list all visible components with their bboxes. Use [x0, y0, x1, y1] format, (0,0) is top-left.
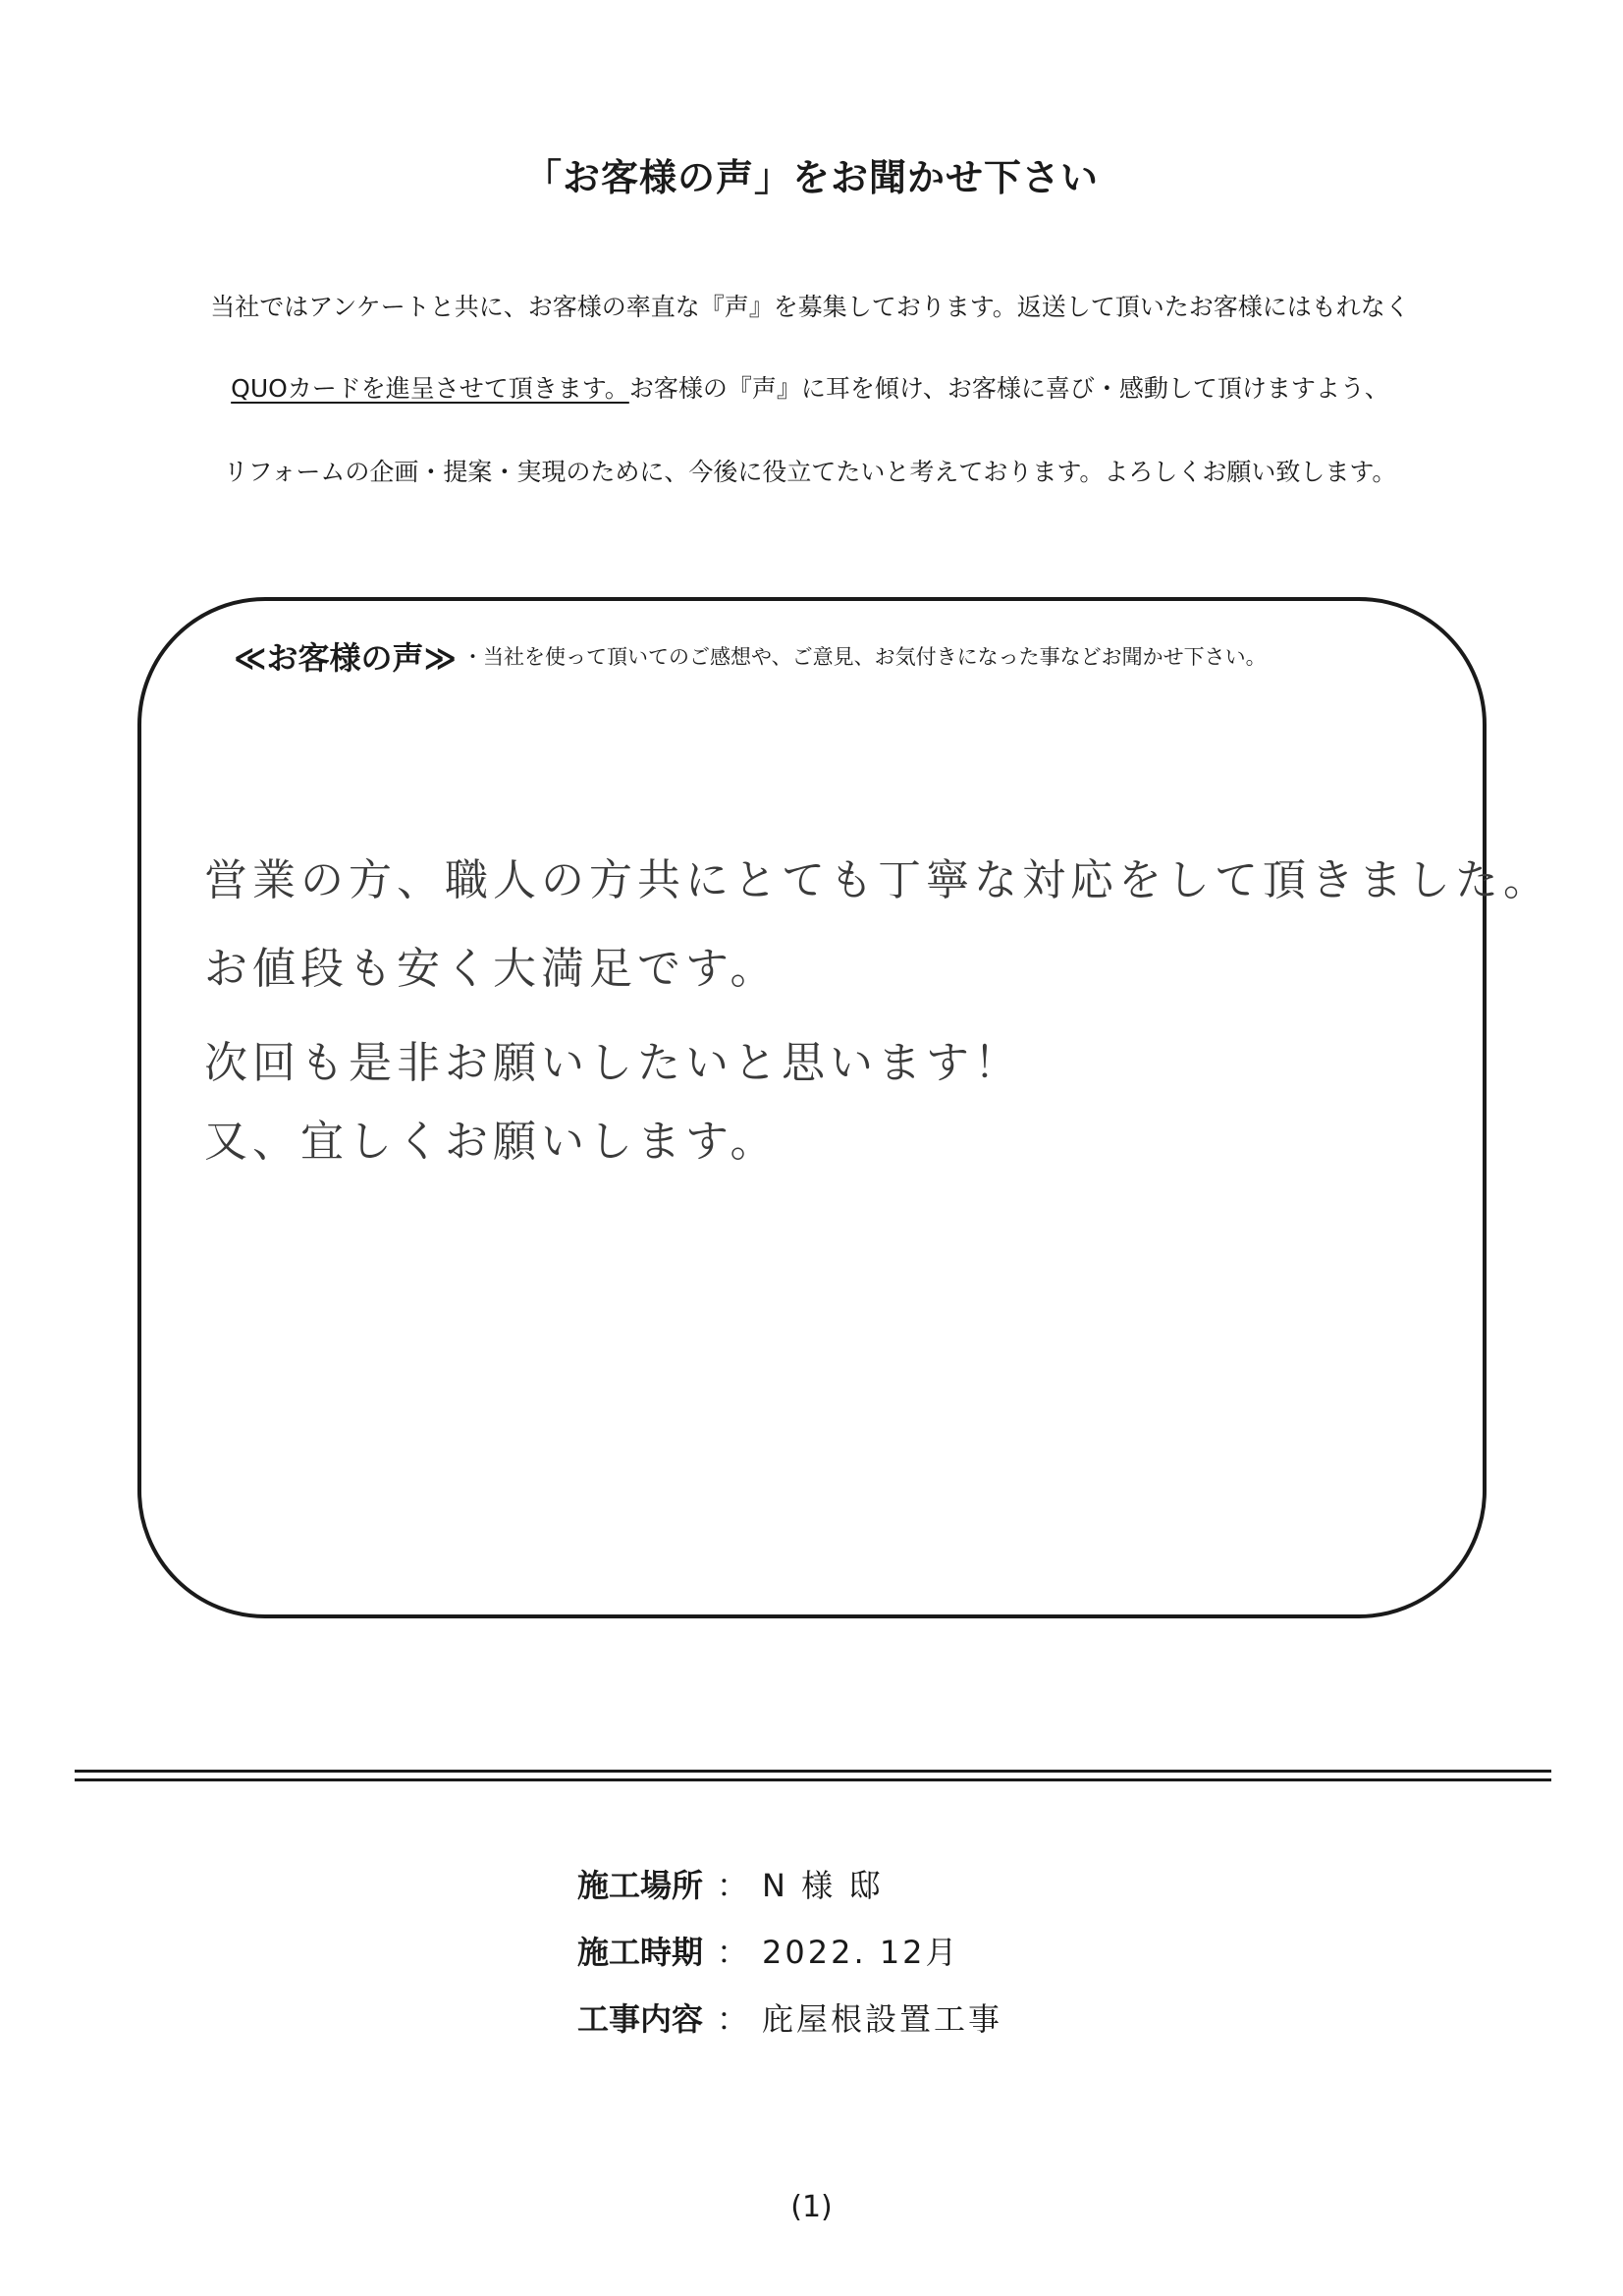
intro-line-2-rest: お客様の『声』に耳を傾け、お客様に喜び・感動して頂けますよう、: [628, 374, 1389, 403]
detail-label: 工事内容: [577, 2000, 704, 2038]
page-number: (1): [790, 2190, 833, 2224]
voice-box-header: [234, 633, 1267, 679]
detail-work-content: [577, 1999, 1002, 2039]
detail-value: 庇屋根設置工事: [762, 2000, 1003, 2038]
divider-line-top: [75, 1770, 1551, 1773]
intro-line-2: [118, 374, 1502, 404]
handwritten-line-4: 又、宜しくお願いします。: [204, 1117, 779, 1167]
handwritten-line-1: 営業の方、職人の方共にとても丁寧な対応をして頂きました。: [204, 855, 1551, 905]
intro-line-1: 当社ではアンケートと共に、お客様の率直な『声』を募集しております。返送して頂いたお客様にはもれなく: [210, 293, 1410, 321]
customer-voice-box: [137, 597, 1487, 1618]
detail-value: N 様 邸: [762, 1867, 884, 1904]
intro-line-3: リフォームの企画・提案・実現のために、今後に役立てたいと考えております。よろしくお願い致します。: [223, 458, 1397, 486]
voice-box-label: ≪お客様の声≫: [234, 639, 458, 677]
detail-period: [577, 1933, 960, 1972]
detail-location: [577, 1866, 883, 1905]
voice-box-prompt: ・当社を使って頂いてのご感想や、ご意見、お気付きになった事などお聞かせ下さい。: [462, 645, 1267, 669]
divider-line-bottom: [75, 1778, 1551, 1781]
quo-card-notice: QUOカードを進呈させて頂きます。: [231, 374, 629, 403]
page-title: 「お客様の声」をお聞かせ下さい: [523, 156, 1099, 199]
detail-separator: ：: [717, 1867, 749, 1904]
detail-label: 施工場所: [577, 1867, 704, 1904]
handwritten-line-3: 次回も是非お願いしたいと思います！: [204, 1038, 1022, 1088]
detail-value: 2022. 12月: [762, 1934, 960, 1971]
detail-label: 施工時期: [577, 1934, 704, 1971]
detail-separator: ：: [717, 1934, 749, 1971]
detail-separator: ：: [717, 2000, 749, 2038]
handwritten-line-2: お値段も安く大満足です。: [204, 944, 779, 994]
